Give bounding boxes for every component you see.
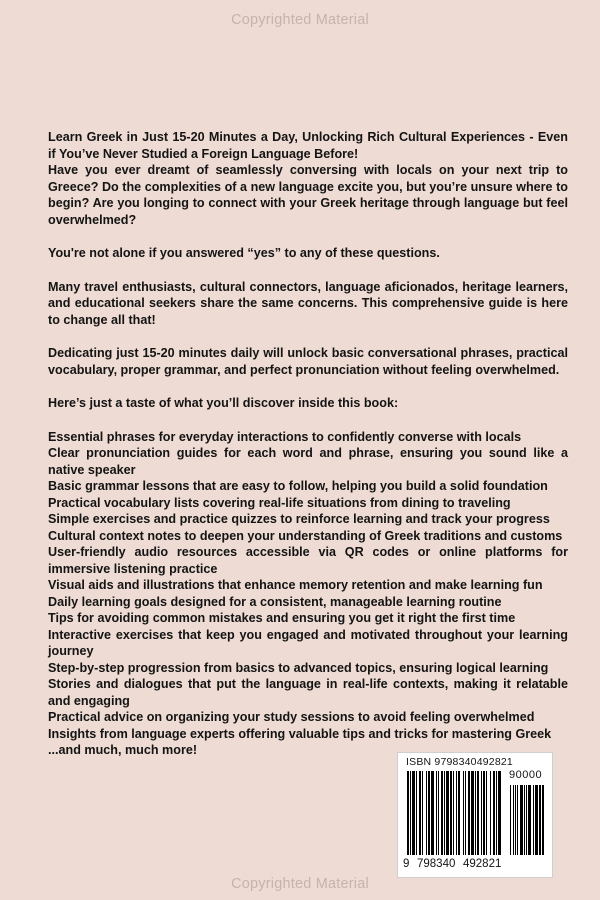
barcode-stripe xyxy=(416,771,417,855)
feature-item: Practical vocabulary lists covering real-life situations from dining to traveling xyxy=(48,495,511,510)
barcode-stripe xyxy=(419,771,421,855)
barcode-stripe xyxy=(493,771,495,855)
barcode-stripe xyxy=(407,771,409,855)
feature-item: Cultural context notes to deepen your understanding of Greek traditions and customs xyxy=(48,528,563,543)
barcode-digit-group2: 492821 xyxy=(463,858,502,870)
watermark-top: Copyrighted Material xyxy=(231,12,369,28)
barcode-stripe xyxy=(438,771,439,855)
barcode-stripe xyxy=(477,771,479,855)
barcode-stripe xyxy=(426,771,427,855)
barcode-stripe xyxy=(422,771,423,855)
feature-item: Practical advice on organizing your study sessions to avoid feeling overwhelmed xyxy=(48,710,535,724)
barcode-stripe xyxy=(468,771,470,855)
feature-item: Essential phrases for everyday interactions to confidently converse with locals xyxy=(48,429,522,444)
feature-item: Insights from language experts offering valuable tips and tricks for mastering Greek xyxy=(48,726,552,741)
barcode-stripe xyxy=(475,771,476,855)
barcode-stripe xyxy=(471,771,474,855)
barcode-bars xyxy=(406,771,548,866)
price-barcode-stripe xyxy=(535,785,538,855)
feature-item: Step-by-step progression from basics to advanced topics, ensuring logical learning xyxy=(48,660,549,675)
price-barcode-stripe xyxy=(542,785,544,855)
barcode-stripe xyxy=(428,771,430,855)
barcode-digit-group1: 798340 xyxy=(417,858,456,870)
feature-item: Basic grammar lessons that are easy to follow, helping you build a solid foundation xyxy=(48,479,548,493)
price-barcode-stripe xyxy=(513,785,514,855)
price-barcode-stripe xyxy=(526,785,527,855)
barcode-digit-lead: 9 xyxy=(403,858,410,870)
barcode-stripe xyxy=(463,771,464,855)
taste-text: Here’s just a taste of what you’ll discover inside this book: xyxy=(48,396,399,410)
price-code: 90000 xyxy=(509,769,543,781)
barcode-stripe xyxy=(456,771,457,855)
feature-list xyxy=(48,429,568,759)
price-barcode-stripe xyxy=(515,785,516,855)
feature-item: Daily learning goals designed for a consistent, manageable learning routine xyxy=(48,594,502,609)
barcode-stripe xyxy=(490,771,491,855)
barcode-stripe xyxy=(498,771,501,855)
barcode-stripe xyxy=(486,771,487,855)
price-barcode-stripe xyxy=(539,785,541,855)
back-cover-text xyxy=(48,129,568,759)
barcode-stripe xyxy=(453,771,454,855)
price-barcode-stripe xyxy=(517,785,518,855)
barcode-stripe xyxy=(431,771,434,855)
concerns-text: Many travel enthusiasts, cultural connectors, language aficionados, heritage learners, and educational seekers share the same concerns. This comprehensive guide is here to change all that! xyxy=(48,279,568,327)
barcode-stripe xyxy=(446,771,449,855)
price-barcode-stripe xyxy=(528,785,531,855)
not-alone-text: You're not alone if you answered “yes” to any of these questions. xyxy=(48,246,440,260)
intro-questions: Have you ever dreamt of seamlessly conversing with locals on your next trip to Greece? Do the complexities of a new language excite you, but you’re unsure where to begin? Are you longing to connect with your Greek heritage through language but feel overwhelmed? xyxy=(48,163,568,227)
feature-item: User-friendly audio resources accessible via QR codes or online platforms for immersive listening practice xyxy=(48,545,568,576)
barcode-stripe xyxy=(412,771,415,855)
price-barcode-stripe xyxy=(533,785,534,855)
feature-item: Tips for avoiding common mistakes and ensuring you get it right the first time xyxy=(48,611,516,625)
price-barcode-stripe xyxy=(524,785,525,855)
watermark-bottom: Copyrighted Material xyxy=(231,876,369,892)
barcode-stripe xyxy=(410,771,411,855)
barcode-stripe xyxy=(436,771,437,855)
feature-item: Interactive exercises that keep you engaged and motivated throughout your learning journey xyxy=(48,627,568,658)
isbn-label: ISBN 9798340492821 xyxy=(406,756,513,768)
feature-item: Clear pronunciation guides for each word and phrase, ensuring you sound like a native speaker xyxy=(48,446,568,477)
price-barcode-stripe xyxy=(510,785,511,855)
barcode-stripe xyxy=(450,771,452,855)
barcode-stripe xyxy=(481,771,482,855)
dedicating-text: Dedicating just 15-20 minutes daily will unlock basic conversational phrases, practical vocabulary, proper grammar, and perfect pronunciation without feeling overwhelmed. xyxy=(48,346,568,377)
barcode-stripe xyxy=(458,771,460,855)
feature-item: Visual aids and illustrations that enhance memory retention and make learning fun xyxy=(48,578,543,592)
feature-item: Simple exercises and practice quizzes to reinforce learning and track your progress xyxy=(48,512,550,526)
headline: Learn Greek in Just 15-20 Minutes a Day, Unlocking Rich Cultural Experiences - Even if You’ve Never Studied a Foreign Language Before! xyxy=(48,130,568,161)
feature-item: Stories and dialogues that put the language in real-life contexts, making it relatable and engaging xyxy=(48,677,568,708)
price-barcode-stripe xyxy=(520,785,523,855)
barcode-stripe xyxy=(465,771,466,855)
barcode-stripe xyxy=(441,771,443,855)
feature-item: ...and much, much more! xyxy=(48,743,198,757)
barcode-stripe xyxy=(496,771,497,855)
barcode-stripe xyxy=(483,771,485,855)
barcode-stripe xyxy=(444,771,445,855)
